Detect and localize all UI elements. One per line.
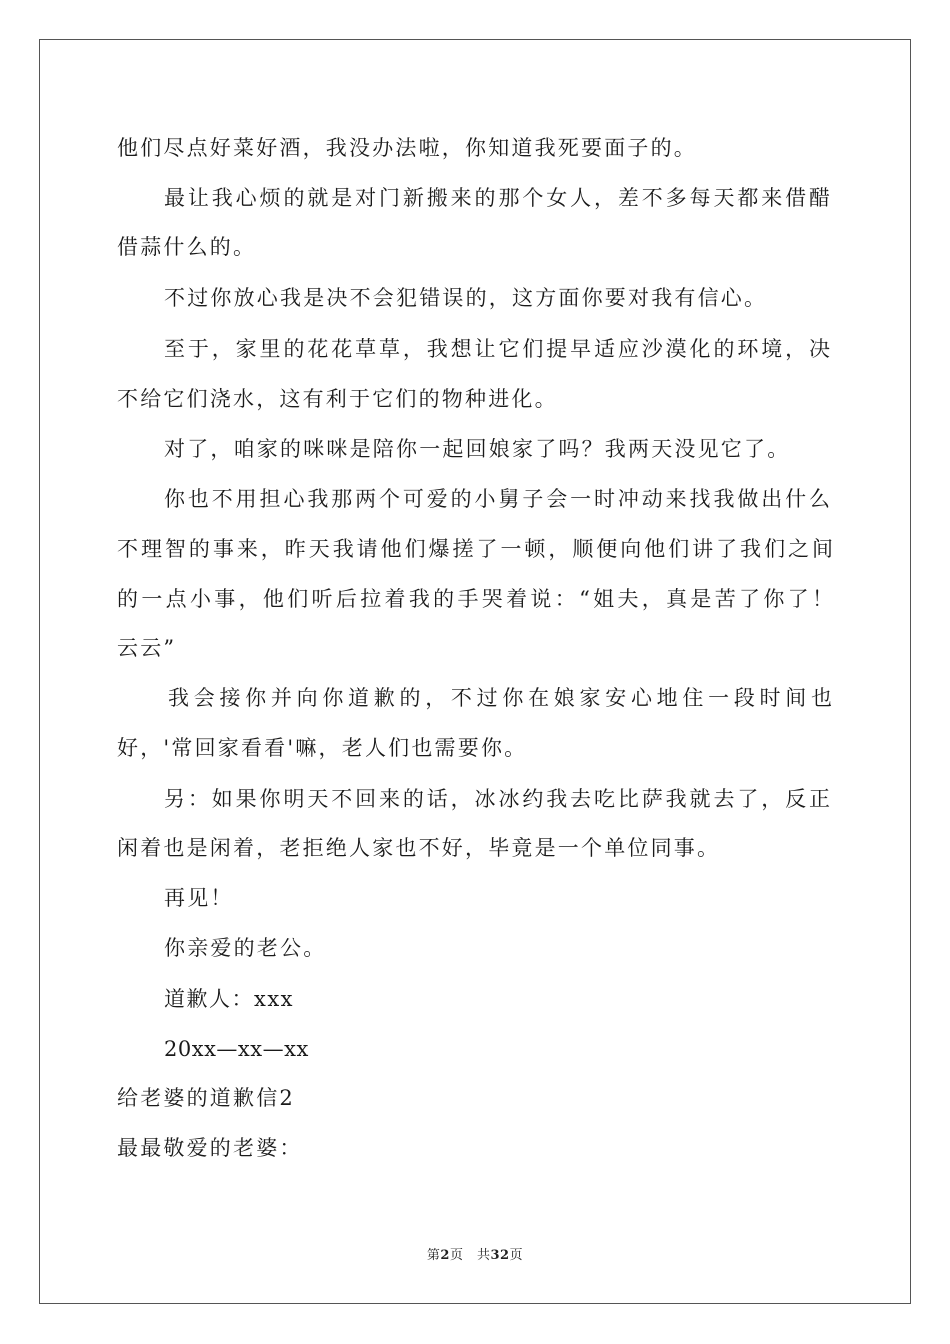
text-line: 云云”: [117, 636, 177, 660]
text-line: 最最敬爱的老婆：: [117, 1136, 303, 1160]
footer-prefix: 第: [426, 1248, 441, 1263]
page-frame: [39, 39, 911, 1304]
text-line: 不给它们浇水，这有利于它们的物种进化。: [117, 387, 558, 411]
text-line: 好，'常回家看看'嘛，老人们也需要你。: [117, 736, 528, 760]
footer-suffix: 页: [509, 1248, 524, 1263]
text-line: 的一点小事，他们听后拉着我的手哭着说：“姐夫，真是苦了你了！: [117, 587, 833, 611]
text-line: 至于，家里的花花草草，我想让它们提早适应沙漠化的环境，决: [164, 337, 830, 361]
text-line: 给老婆的道歉信2: [117, 1086, 295, 1110]
footer-mid: 页 共: [449, 1248, 491, 1263]
text-line: 我会接你并向你道歉的，不过你在娘家安心地住一段时间也: [168, 686, 832, 710]
text-line: 借蒜什么的。: [117, 235, 257, 259]
text-line: 20xx—xx—xx: [164, 1037, 309, 1061]
text-line: 对了，咱家的咪咪是陪你一起回娘家了吗？我两天没见它了。: [164, 437, 791, 461]
page-footer: [0, 1244, 950, 1263]
text-line: 不过你放心我是决不会犯错误的，这方面你要对我有信心。: [164, 286, 768, 310]
text-line: 他们尽点好菜好酒，我没办法啦，你知道我死要面子的。: [117, 136, 697, 160]
footer-total-pages: 32: [490, 1248, 510, 1263]
text-line: 你也不用担心我那两个可爱的小舅子会一时冲动来找我做出什么: [164, 487, 830, 511]
text-line: 闲着也是闲着，老拒绝人家也不好，毕竟是一个单位同事。: [117, 836, 721, 860]
text-line: 另：如果你明天不回来的话，冰冰约我去吃比萨我就去了，反正: [164, 787, 830, 811]
text-line: 不理智的事来，昨天我请他们爆搓了一顿，顺便向他们讲了我们之间: [117, 537, 833, 561]
text-line: 你亲爱的老公。: [164, 936, 327, 960]
text-line: 道歉人：xxx: [164, 987, 295, 1011]
text-line: 最让我心烦的就是对门新搬来的那个女人，差不多每天都来借醋: [164, 186, 830, 210]
footer-page-number: 2: [440, 1248, 450, 1263]
text-line: 再见！: [164, 886, 234, 910]
